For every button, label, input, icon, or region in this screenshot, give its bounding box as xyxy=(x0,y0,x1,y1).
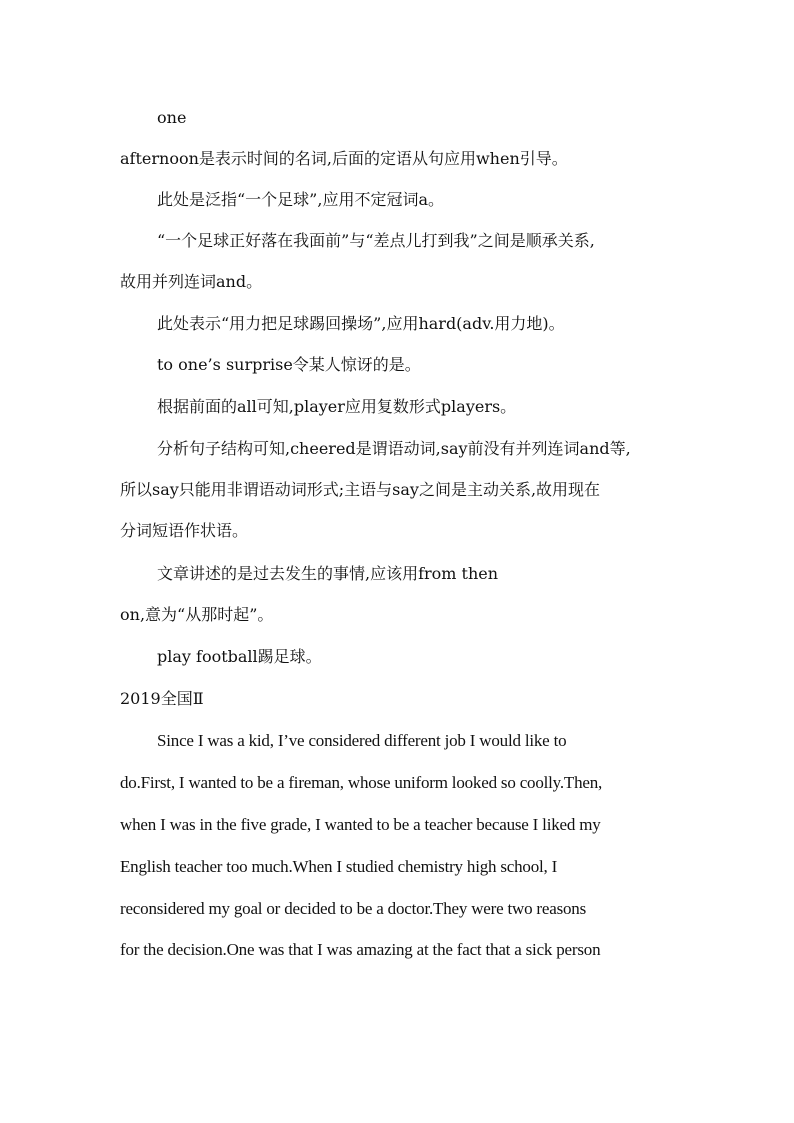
note-line-9: 分析句子结构可知,cheered是谓语动词,say前没有并列连词and等, xyxy=(157,439,631,458)
essay-line-4: English teacher too much.When I studied chemistry high school, I xyxy=(120,857,558,876)
note-line-13: on,意为“从那时起”。 xyxy=(120,605,274,624)
section-heading: 2019全国Ⅱ xyxy=(120,689,204,708)
note-line-2: afternoon是表示时间的名词,后面的定语从句应用when引导。 xyxy=(120,149,568,168)
note-line-5: 故用并列连词and。 xyxy=(120,272,263,291)
essay-line-1: Since I was a kid, I’ve considered different job I would like to xyxy=(157,731,567,750)
essay-line-2: do.First, I wanted to be a fireman, whose uniform looked so coolly.Then, xyxy=(120,773,603,792)
note-line-14: play football踢足球。 xyxy=(157,647,322,666)
essay-line-3: when I was in the five grade, I wanted to be a teacher because I liked my xyxy=(120,815,601,834)
essay-line-6: for the decision.One was that I was amazing at the fact that a sick person xyxy=(120,940,601,959)
note-line-1: one xyxy=(157,108,187,127)
note-line-8: 根据前面的all可知,player应用复数形式players。 xyxy=(157,397,517,416)
note-line-12: 文章讲述的是过去发生的事情,应该用from then xyxy=(157,564,499,583)
essay-line-5: reconsidered my goal or decided to be a doctor.They were two reasons xyxy=(120,899,587,918)
note-line-6: 此处表示“用力把足球踢回操场”,应用hard(adv.用力地)。 xyxy=(157,314,565,333)
note-line-7: to one’s surprise令某人惊讶的是。 xyxy=(157,355,421,374)
note-line-3: 此处是泛指“一个足球”,应用不定冠词a。 xyxy=(157,190,444,209)
note-line-4: “一个足球正好落在我面前”与“差点儿打到我”之间是顺承关系, xyxy=(157,231,595,250)
note-line-10: 所以say只能用非谓语动词形式;主语与say之间是主动关系,故用现在 xyxy=(120,480,601,499)
note-line-11: 分词短语作状语。 xyxy=(120,521,249,540)
